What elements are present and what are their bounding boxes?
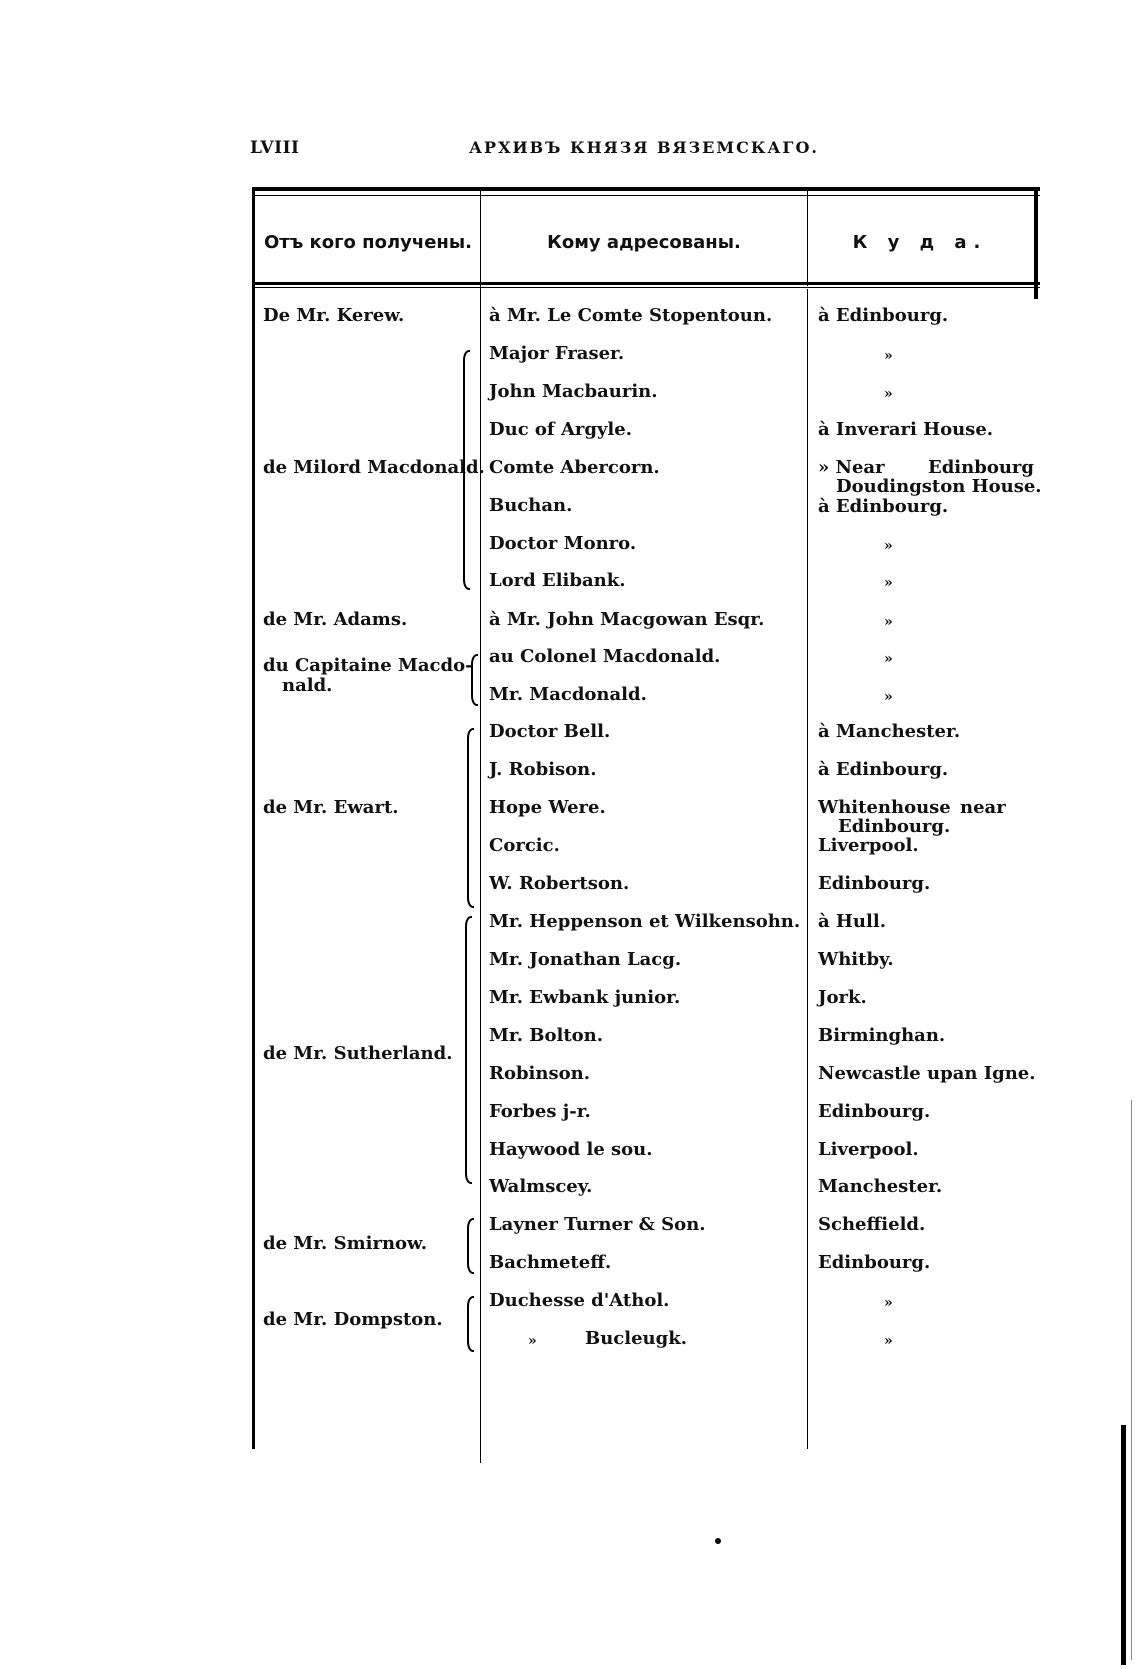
ditto-mark: »: [884, 538, 893, 554]
addressee: Layner Turner & Son.: [489, 1214, 706, 1235]
addressee: Bucleugk.: [585, 1328, 687, 1349]
addressee: Robinson.: [489, 1063, 590, 1084]
sender-ewart: de Mr. Ewart.: [263, 797, 399, 818]
destination: Edinbourg.: [818, 1252, 931, 1273]
addressee: Mr. Bolton.: [489, 1025, 604, 1046]
addressee: W. Robertson.: [489, 873, 630, 894]
addressee: Mr. Ewbank junior.: [489, 987, 681, 1008]
header-where: К у д а.: [852, 231, 988, 253]
destination-line2: Edinbourg.: [838, 816, 951, 837]
addressee: Duc of Argyle.: [489, 419, 632, 440]
destination-line1b: near: [960, 797, 1006, 818]
sender-sutherland: de Mr. Sutherland.: [263, 1043, 453, 1064]
destination: Jork.: [818, 987, 867, 1008]
addressee: J. Robison.: [489, 759, 597, 780]
destination: à Edinbourg.: [818, 305, 949, 326]
ditto-mark: »: [884, 651, 893, 667]
brace-sutherland: [465, 916, 472, 1184]
destination: à Edinbourg.: [818, 759, 949, 780]
addressee: Mr. Macdonald.: [489, 684, 647, 705]
sender-capitaine-line2: nald.: [282, 675, 333, 696]
sender-adams: de Mr. Adams.: [263, 609, 408, 630]
addressee: Hope Were.: [489, 797, 606, 818]
sender-smirnow: de Mr. Smirnow.: [263, 1233, 428, 1254]
destination: Scheffield.: [818, 1214, 926, 1235]
brace-macdonald: [463, 350, 470, 590]
destination: Birminghan.: [818, 1025, 946, 1046]
destination-line2: Doudingston House.: [836, 476, 1042, 497]
ditto-mark: »: [884, 348, 893, 364]
running-head: [250, 138, 1038, 162]
brace-ewart: [467, 728, 474, 908]
ditto-mark: »: [884, 386, 893, 402]
addressee: à Mr. John Macgowan Esqr.: [489, 609, 765, 630]
sender-capitaine-line1: du Capitaine Macdo-: [263, 655, 473, 676]
brace-capitaine: [471, 654, 478, 706]
addressee: Haywood le sou.: [489, 1139, 653, 1160]
addressee: Buchan.: [489, 495, 573, 516]
table-left-border: [252, 187, 255, 1449]
table-top-rule-thin: [252, 195, 1040, 196]
destination: Whitby.: [818, 949, 894, 970]
addressee: Comte Abercorn.: [489, 457, 660, 478]
addressee: Lord Elibank.: [489, 570, 626, 591]
destination-line1: » Near: [818, 457, 885, 478]
scan-edge-mark: [1121, 1425, 1126, 1665]
destination: à Inverari House.: [818, 419, 994, 440]
column-divider-2-header: [807, 191, 808, 286]
addressee: Mr. Jonathan Lacg.: [489, 949, 682, 970]
book-title: АРХИВЪ КНЯЗЯ ВЯЗЕМСКАГО.: [469, 138, 819, 157]
addressee: Duchesse d'Athol.: [489, 1290, 670, 1311]
addressee-ditto-mark: »: [528, 1333, 537, 1349]
scan-edge-line: [1131, 1100, 1132, 1660]
ditto-mark: »: [884, 1295, 893, 1311]
addressee: à Mr. Le Comte Stopentoun.: [489, 305, 773, 326]
column-divider-2: [807, 289, 808, 1449]
destination: Liverpool.: [818, 835, 919, 856]
addressee: Bachmeteff.: [489, 1252, 612, 1273]
column-divider-1: [480, 191, 481, 1463]
ditto-mark: »: [884, 1333, 893, 1349]
destination: Newcastle upan Igne.: [818, 1063, 1036, 1084]
ditto-mark: »: [884, 575, 893, 591]
scan-dot: [715, 1538, 721, 1544]
header-to: Кому адресованы.: [547, 231, 741, 253]
header-bottom-rule: [252, 282, 1040, 285]
addressee: Mr. Heppenson et Wilkensohn.: [489, 911, 801, 932]
addressee: Corcic.: [489, 835, 560, 856]
destination: Edinbourg.: [818, 1101, 931, 1122]
ditto-mark: »: [884, 614, 893, 630]
addressee: Doctor Bell.: [489, 721, 611, 742]
destination: Liverpool.: [818, 1139, 919, 1160]
addressee: Doctor Monro.: [489, 533, 637, 554]
destination: Edinbourg.: [818, 873, 931, 894]
destination: à Edinbourg.: [818, 496, 949, 517]
destination-line1: Whitenhouse: [818, 797, 951, 818]
header-bottom-rule-thin: [252, 287, 1040, 288]
sender-kerew: De Mr. Kerew.: [263, 305, 405, 326]
destination: à Hull.: [818, 911, 886, 932]
addressee: Major Fraser.: [489, 343, 625, 364]
brace-smirnow: [467, 1218, 474, 1274]
addressee: Walmscey.: [489, 1176, 593, 1197]
addressee: Forbes j-r.: [489, 1101, 591, 1122]
ditto-mark: »: [884, 689, 893, 705]
sender-dompston: de Mr. Dompston.: [263, 1309, 443, 1330]
page-number: LVIII: [250, 138, 300, 158]
brace-dompston: [467, 1296, 474, 1352]
table-right-border: [1034, 187, 1038, 299]
destination: à Manchester.: [818, 721, 961, 742]
addressee: au Colonel Macdonald.: [489, 646, 721, 667]
destination-line1b: Edinbourg: [928, 457, 1034, 478]
sender-macdonald: de Milord Macdonald.: [263, 457, 485, 478]
destination: Manchester.: [818, 1176, 943, 1197]
addressee: John Macbaurin.: [489, 381, 658, 402]
table-top-rule: [252, 187, 1040, 191]
header-from: Отъ кого получены.: [264, 231, 472, 253]
